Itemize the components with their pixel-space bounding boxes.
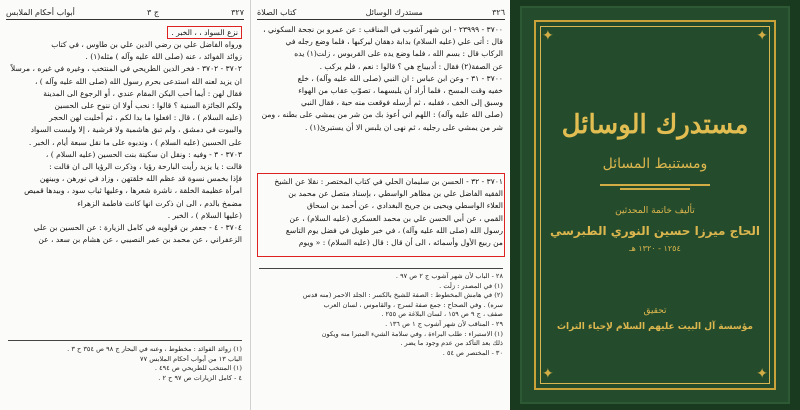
section-title: أبواب أحكام الملابس <box>6 7 75 17</box>
text-line: عن الصفة(٢) فقال : أدبيباج هي ؟ قالوا : نعم ، فلم يركب . <box>319 61 503 71</box>
text-line: امرأة عظيمة الخلقة ، ناشرة شعرها ، وعليها ثياب سود ، وبيدها قميص <box>24 186 242 196</box>
corner-ornament-icon: ✦ <box>756 366 768 382</box>
footnote-line: (٢) في هامش المخطوط : الصفة للشيخ بالكسر : الجلد الاحمر (منه قدس <box>302 291 503 300</box>
page-number: ٣٢٦ <box>492 7 505 17</box>
left-page-header <box>6 5 244 20</box>
footnote-line: سره) . وفي الصحاح : جمع صفة لسرج ، والقاموس ، لسان العرب <box>323 300 503 309</box>
footnote-line: (١) في المصدر : زلّت . <box>439 281 503 290</box>
text-line: شر من يمشي على رجليه ، ثم نهى ان يلبس الا أن يستبرئ(١) . <box>304 122 503 132</box>
text-line: ان يزيد لعنه الله استدعى بحرم رسول الله (صلى الله عليه وآله ) ، <box>34 76 242 86</box>
text-line: ورواه الفاضل علي بن رضي الدين علي بن طاوس ، في كتاب <box>51 40 242 49</box>
footnote-line: (١) زوائد الفوائد : مخطوط ، وعنه في البحار ج ٩٨ ص ٣٥٤ ح ٣ . <box>67 345 242 353</box>
corner-ornament-icon: ✦ <box>542 28 554 44</box>
text-line: من ربيع الأول وأسمائه ، الى أن قال : قال (عليه السلام) : « ويوم <box>298 238 503 248</box>
volume-label: ج ٣ <box>147 7 160 17</box>
author-name: الحاج ميرزا حسين النوري الطبرسي <box>549 224 761 238</box>
text-line: على الحسين (عليه السلام ) ، وندبوه على ما نقل سبعة أيام ، الخبر . <box>28 137 242 147</box>
footnote-divider <box>8 340 242 341</box>
page-number: ٣٢٧ <box>231 7 244 17</box>
text-line: الفقيه الفاضل علي بن مظاهر الواسطي ، بإسناد متصل عن محمد بن <box>288 189 503 199</box>
footnote-line: ٣٠ - المختصر ص ٥٤ . <box>442 348 503 357</box>
text-line: الركاب قال : بسم الله ، فلما وضع يده على القربوس ، زلت(١) يده <box>294 49 503 59</box>
author-prefix: تأليف خاتمة المحدثين <box>615 206 695 216</box>
text-line: ٣٧٠٢ - ٣٧٠٢ - فخر الدين الطريحي في المنتخب ، وغيره في غيره ، مرسلاً <box>10 64 242 74</box>
text-line: القمي ، عن أبي الحسن علي بن محمد العسكري (عليه السلام) ، عن <box>289 213 503 223</box>
text-line: قال : أتى علي (عليه السلام) بدابة دهقان ليركبها ، فلما وضع رجله في <box>285 37 503 47</box>
text-line: فإذا بخمس نسوة قد عظم الله خلقتهن ، وزاد في نورهن ، وبينهن <box>39 174 242 184</box>
text-line: (عليه السلام ) ، قال : افعلوا ما بدا لكم ، ثم أخليت لهن الحجر <box>49 113 242 123</box>
footnote-line: (١) المنتخب للطريحي ص ٤٩٤ . <box>154 364 242 373</box>
text-line: والبيوت في دمشق ، ولم تبق هاشمية ولا قرشية ، إلا ولبست السواد <box>30 125 242 135</box>
footnote-line: ٢٩ - المناقب لأن شهر آشوب ج ١ ص ١٣٦ . <box>385 319 503 328</box>
text-line: ٣٧٠٤ - ٤ - جعفر بن قولويه في كامل الزيارة : عن الحسين بن علي <box>33 223 242 233</box>
left-footnotes <box>8 345 242 383</box>
middle-page-header <box>257 5 505 20</box>
text-line: العلاء الواسطي ويحيى بن جريح البغدادي ، عن أحمد بن اسحاق <box>306 201 503 211</box>
left-page <box>0 0 250 410</box>
cover-panel <box>520 6 790 404</box>
footnote-divider <box>259 268 503 269</box>
text-line: ٣٧٠٠ - ٣١ - وعن ابن عباس : ان النبي (صلى الله عليه وآله) ، خلع <box>297 73 503 83</box>
footnote-line: (١) الاستبراء : طلب البراءة ، وفي سلامة الشيء المتبرا منه ويكون <box>321 329 503 338</box>
decorative-divider <box>562 184 748 192</box>
middle-footnotes <box>259 272 503 358</box>
cover-title: مستدرك الوسائل <box>561 110 749 140</box>
text-line: ولكم الجائزة السنية ؟ قالوا : نحب أولا ان ننوح على الحسين <box>54 101 242 111</box>
footnote-line: الباب ١٣ من أبواب أحكام الملابس ٧٧ <box>140 354 242 363</box>
editor-name: مؤسسة آل البيت عليهم السلام لإحياء التراث <box>557 322 753 332</box>
text-line: زوائد الفوائد ، عنه (صلى الله عليه وآله ) مثله(١) . <box>85 52 242 62</box>
footnote-line: ٤ - كامل الزيارات ص ٩٧ ح ٢ . <box>158 373 242 382</box>
text-line: ٣٧٠٣ - ٣ - وفيه : ونقل ان سكينة بنت الحسين (عليه السلام ) ، <box>45 149 242 159</box>
editor-label: تحقيق <box>643 306 667 316</box>
footnote-line: ٢٨ - الباب لأن شهر آشوب ج ٢ ص ٩٧ . <box>395 272 503 280</box>
text-line: الزعفراني ، عن محمد بن عمر النصيبي ، عن هشام بن سعد ، عن <box>38 235 242 245</box>
author-dates: ١٢٥٤ - ١٣٢٠ هـ <box>629 244 681 253</box>
book-title-header: مستدرك الوسائل <box>365 7 423 17</box>
middle-page <box>250 0 511 410</box>
text-line: وسبق إلى الخف ، فقلبه ، ثم أرسله فوقعت منه حية ، فقال النبي <box>301 98 503 108</box>
section-title: كتاب الصلاة <box>257 7 297 17</box>
highlighted-passage <box>259 176 503 249</box>
text-line: قالت : يا يزيد رأيت البارحة رؤيا ، وذكرت الرؤيا الى ان قالت : <box>49 162 242 172</box>
book-cover <box>510 0 800 410</box>
corner-ornament-icon: ✦ <box>542 366 554 382</box>
text-line: مضمخ بالدم ، الى ان ذكرت انها كانت فاطمة الزهراء <box>77 198 242 208</box>
text-line: (صلى الله عليه وآله) : اللهم اني أعوذ بك من شر من يمشي على بطنه ، ومن <box>261 110 503 120</box>
cover-subtitle: ومستنبط المسائل <box>602 156 708 172</box>
footnote-line: صفف ، ج ٩ ص ١٥٩ ، لسان البلاغة ص ٢٥٥ . <box>381 310 503 319</box>
text-line: فقال لهن : أيما أحب اليكن المقام عندي ، أو الرجوع الى المدينة <box>43 88 242 98</box>
text-line: (عليها السلام ) ، الخبر . <box>167 210 242 220</box>
text-line: ٣٧٠٠ - ٢٣٩٩٩ - ابن شهر آشوب في المناقب : عن عمرو بن نجحة السكوني ، <box>263 25 503 34</box>
footnote-line: ذلك بعد التأكد من عدم وجود ما يضر . <box>400 339 503 348</box>
middle-page-body <box>259 24 503 134</box>
corner-ornament-icon: ✦ <box>756 28 768 44</box>
text-line: رسول الله (صلى الله عليه وآله) ، في خبر طويل في فضل يوم التاسع <box>285 225 503 235</box>
highlighted-phrase: نزع السواد ، ، الخبر . <box>167 26 242 39</box>
text-line: ٣٧٠١ - ٣٢ - الحسن بن سليمان الحلي في كتاب المختصر : نقلا عن الشيخ <box>274 177 503 186</box>
left-page-body <box>8 39 242 246</box>
text-line: خفيه وقت المسح ، فلما أراد أن يلبسهما ، تصوّب عقاب من الهواء <box>298 86 503 96</box>
